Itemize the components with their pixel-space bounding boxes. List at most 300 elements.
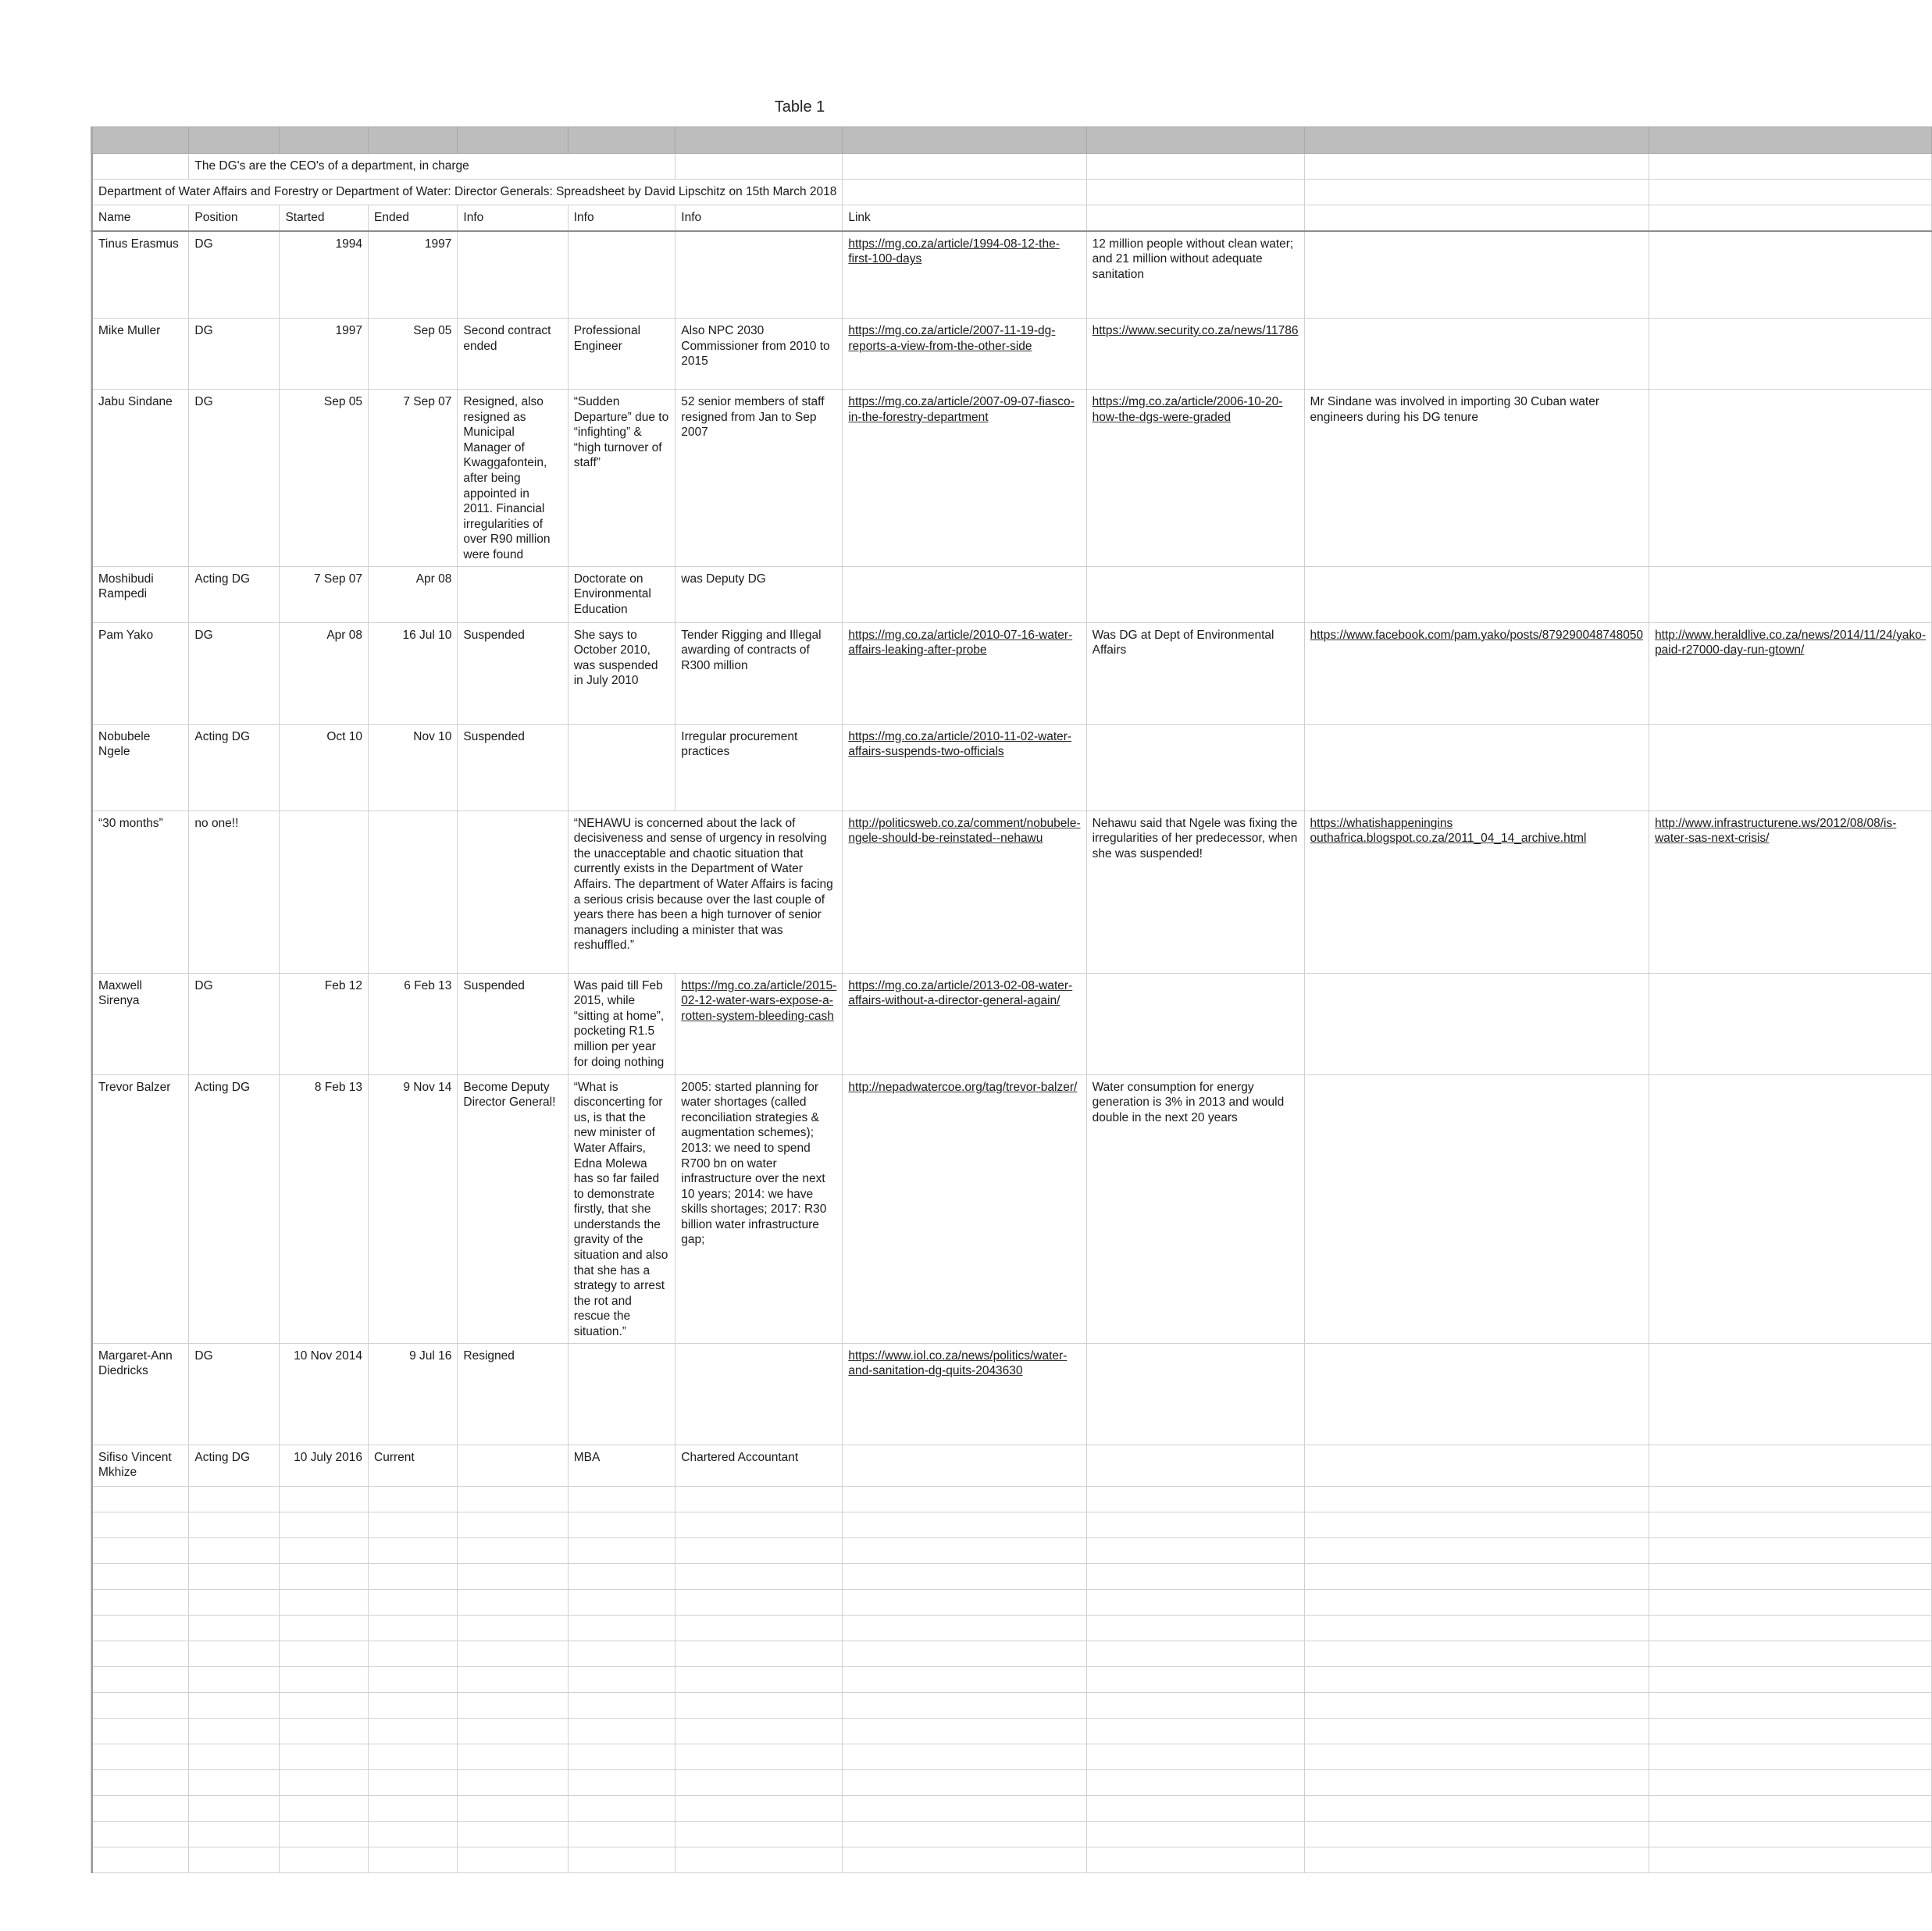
cell[interactable] [675, 1486, 843, 1512]
cell[interactable] [568, 1821, 675, 1847]
info-cell[interactable]: Suspended [458, 724, 568, 811]
cell[interactable] [189, 1847, 280, 1872]
cell[interactable] [1649, 180, 1932, 205]
cell[interactable] [843, 1615, 1086, 1641]
cell[interactable] [92, 1615, 189, 1641]
ended-cell[interactable]: 9 Jul 16 [369, 1343, 458, 1445]
extra-cell[interactable] [1304, 1445, 1649, 1486]
cell[interactable] [458, 1486, 568, 1512]
column-header[interactable] [92, 127, 189, 154]
cell[interactable] [280, 1821, 369, 1847]
info-cell[interactable]: Irregular procurement practices [675, 724, 843, 811]
extra-cell[interactable]: Water consumption for energy generation is 3% in 2013 and would double in the next 20 years [1086, 1074, 1304, 1343]
cell[interactable] [568, 1589, 675, 1615]
column-header[interactable] [568, 127, 675, 154]
cell[interactable] [843, 1769, 1086, 1795]
cell[interactable] [1086, 180, 1304, 205]
position-cell[interactable]: DG [189, 622, 280, 724]
ended-cell[interactable]: 7 Sep 07 [369, 390, 458, 567]
cell[interactable] [458, 1847, 568, 1872]
started-cell[interactable]: Sep 05 [280, 390, 369, 567]
cell[interactable] [568, 1512, 675, 1537]
position-cell[interactable]: no one!! [189, 811, 280, 973]
info-cell[interactable]: Chartered Accountant [675, 1445, 843, 1486]
cell[interactable] [1304, 1641, 1649, 1666]
cell[interactable] [280, 1666, 369, 1692]
cell[interactable] [1086, 1744, 1304, 1769]
cell[interactable] [92, 1512, 189, 1537]
extra-cell[interactable] [1304, 973, 1649, 1074]
info-link-cell[interactable]: https://mg.co.za/article/2015-02-12-water-wars-expose-a-rotten-system-bleeding-cash [675, 973, 843, 1074]
cell[interactable] [280, 1692, 369, 1718]
position-cell[interactable]: DG [189, 390, 280, 567]
position-cell[interactable]: DG [189, 231, 280, 319]
cell[interactable] [568, 1641, 675, 1666]
cell[interactable] [458, 1795, 568, 1821]
cell[interactable] [1304, 1847, 1649, 1872]
info-cell[interactable]: Professional Engineer [568, 319, 675, 390]
cell[interactable] [1304, 1821, 1649, 1847]
cell[interactable] [189, 1692, 280, 1718]
extra-link-cell[interactable]: http://www.infrastructurene.ws/2012/08/08/is-water-sas-next-crisis/ [1649, 811, 1932, 973]
cell[interactable] [1304, 1744, 1649, 1769]
name-cell[interactable]: Maxwell Sirenya [92, 973, 189, 1074]
info-cell[interactable] [568, 231, 675, 319]
cell[interactable] [92, 1769, 189, 1795]
cell[interactable] [1086, 1795, 1304, 1821]
cell[interactable] [92, 1847, 189, 1872]
info-cell[interactable] [458, 811, 568, 973]
extra-cell[interactable] [1086, 566, 1304, 622]
info-cell[interactable]: Suspended [458, 973, 568, 1074]
cell[interactable] [843, 1486, 1086, 1512]
cell[interactable] [280, 1615, 369, 1641]
name-cell[interactable]: Margaret-Ann Diedricks [92, 1343, 189, 1445]
cell[interactable] [568, 1486, 675, 1512]
ended-cell[interactable]: 6 Feb 13 [369, 973, 458, 1074]
cell[interactable] [189, 1537, 280, 1563]
link-cell[interactable] [843, 566, 1086, 622]
cell[interactable] [189, 1589, 280, 1615]
cell[interactable] [843, 154, 1086, 180]
info-cell[interactable] [458, 566, 568, 622]
column-header[interactable] [369, 127, 458, 154]
cell[interactable] [280, 1589, 369, 1615]
info-cell[interactable]: Doctorate on Environmental Education [568, 566, 675, 622]
column-header[interactable] [675, 127, 843, 154]
cell[interactable] [92, 1692, 189, 1718]
cell[interactable] [568, 1718, 675, 1744]
cell[interactable] [369, 1666, 458, 1692]
started-cell[interactable]: 7 Sep 07 [280, 566, 369, 622]
cell[interactable] [1304, 1563, 1649, 1589]
cell[interactable] [1086, 154, 1304, 180]
header-name[interactable]: Name [92, 205, 189, 231]
header-info[interactable]: Info [675, 205, 843, 231]
cell[interactable] [843, 1847, 1086, 1872]
extra-cell[interactable]: 12 million people without clean water; and 21 million without adequate sanitation [1086, 231, 1304, 319]
cell[interactable] [92, 1589, 189, 1615]
extra-cell[interactable]: Mr Sindane was involved in importing 30 Cuban water engineers during his DG tenure [1304, 390, 1649, 567]
cell[interactable] [92, 1563, 189, 1589]
cell[interactable] [843, 1563, 1086, 1589]
cell[interactable] [1086, 1847, 1304, 1872]
started-cell[interactable]: Feb 12 [280, 973, 369, 1074]
info-cell[interactable]: Tender Rigging and Illegal awarding of contracts of R300 million [675, 622, 843, 724]
info-cell[interactable] [568, 1343, 675, 1445]
cell[interactable] [1086, 1692, 1304, 1718]
cell[interactable] [280, 1847, 369, 1872]
cell[interactable] [843, 1641, 1086, 1666]
cell[interactable] [92, 154, 189, 180]
cell[interactable] [369, 1821, 458, 1847]
extra-link-cell[interactable]: https://www.security.co.za/news/11786 [1086, 319, 1304, 390]
note-cell[interactable]: The DG's are the CEO's of a department, in charge [189, 154, 675, 180]
column-header[interactable] [189, 127, 280, 154]
cell[interactable] [1649, 1512, 1932, 1537]
started-cell[interactable]: 10 July 2016 [280, 1445, 369, 1486]
cell[interactable] [458, 1563, 568, 1589]
cell[interactable] [1304, 180, 1649, 205]
info-cell[interactable]: “Sudden Departure” due to “infighting” & “high turnover of staff” [568, 390, 675, 567]
info-cell[interactable]: Also NPC 2030 Commissioner from 2010 to 2015 [675, 319, 843, 390]
extra-link-cell[interactable]: https://www.facebook.com/pam.yako/posts/879290048748050 [1304, 622, 1649, 724]
cell[interactable] [568, 1666, 675, 1692]
cell[interactable] [1304, 1512, 1649, 1537]
extra-cell[interactable] [1649, 973, 1932, 1074]
cell[interactable] [675, 1666, 843, 1692]
cell[interactable] [1086, 1666, 1304, 1692]
info-cell[interactable]: Was paid till Feb 2015, while “sitting at home”, pocketing R1.5 million per year for doing nothing [568, 973, 675, 1074]
cell[interactable] [1649, 1666, 1932, 1692]
cell[interactable] [369, 1744, 458, 1769]
cell[interactable] [1086, 1641, 1304, 1666]
header-extra[interactable] [1086, 205, 1304, 231]
cell[interactable] [675, 1563, 843, 1589]
description-cell[interactable]: Department of Water Affairs and Forestry or Department of Water: Director Generals: Spreadsheet by David Lipschitz on 15th March 2018 [92, 180, 843, 205]
cell[interactable] [1086, 1589, 1304, 1615]
info-cell[interactable] [568, 724, 675, 811]
extra-cell[interactable] [1304, 1343, 1649, 1445]
cell[interactable] [458, 1718, 568, 1744]
cell[interactable] [1649, 1795, 1932, 1821]
ended-cell[interactable]: Apr 08 [369, 566, 458, 622]
info-cell[interactable]: 52 senior members of staff resigned from Jan to Sep 2007 [675, 390, 843, 567]
name-cell[interactable]: Mike Muller [92, 319, 189, 390]
cell[interactable] [458, 1589, 568, 1615]
extra-cell[interactable] [1304, 319, 1649, 390]
header-started[interactable]: Started [280, 205, 369, 231]
cell[interactable] [92, 1486, 189, 1512]
cell[interactable] [92, 1718, 189, 1744]
cell[interactable] [92, 1821, 189, 1847]
extra-cell[interactable] [1649, 566, 1932, 622]
cell[interactable] [369, 1795, 458, 1821]
cell[interactable] [1086, 1821, 1304, 1847]
cell[interactable] [1086, 1718, 1304, 1744]
link-cell[interactable]: https://mg.co.za/article/1994-08-12-the-first-100-days [843, 231, 1086, 319]
cell[interactable] [189, 1769, 280, 1795]
extra-cell[interactable] [1649, 390, 1932, 567]
header-info[interactable]: Info [568, 205, 675, 231]
cell[interactable] [189, 1744, 280, 1769]
cell[interactable] [1086, 1512, 1304, 1537]
column-header[interactable] [458, 127, 568, 154]
cell[interactable] [675, 1795, 843, 1821]
cell[interactable] [1649, 1615, 1932, 1641]
cell[interactable] [189, 1563, 280, 1589]
cell[interactable] [369, 1641, 458, 1666]
name-cell[interactable]: “30 months” [92, 811, 189, 973]
info-cell[interactable] [675, 231, 843, 319]
cell[interactable] [458, 1769, 568, 1795]
link-cell[interactable]: https://mg.co.za/article/2010-11-02-water-affairs-suspends-two-officials [843, 724, 1086, 811]
cell[interactable] [280, 1795, 369, 1821]
cell[interactable] [189, 1795, 280, 1821]
cell[interactable] [1649, 1563, 1932, 1589]
cell[interactable] [1304, 1537, 1649, 1563]
cell[interactable] [843, 1718, 1086, 1744]
ended-cell[interactable]: Nov 10 [369, 724, 458, 811]
cell[interactable] [568, 1847, 675, 1872]
cell[interactable] [1649, 1486, 1932, 1512]
cell[interactable] [1086, 1563, 1304, 1589]
cell[interactable] [369, 1563, 458, 1589]
extra-cell[interactable] [1304, 1074, 1649, 1343]
extra-cell[interactable] [1086, 724, 1304, 811]
info-cell[interactable]: Suspended [458, 622, 568, 724]
cell[interactable] [568, 1744, 675, 1769]
info-cell[interactable]: MBA [568, 1445, 675, 1486]
cell[interactable] [843, 180, 1086, 205]
cell[interactable] [675, 1744, 843, 1769]
cell[interactable] [1649, 1641, 1932, 1666]
cell[interactable] [568, 1795, 675, 1821]
cell[interactable] [1086, 1615, 1304, 1641]
cell[interactable] [843, 1666, 1086, 1692]
cell[interactable] [1649, 1821, 1932, 1847]
cell[interactable] [458, 1692, 568, 1718]
cell[interactable] [1649, 1744, 1932, 1769]
link-cell[interactable]: https://mg.co.za/article/2013-02-08-water-affairs-without-a-director-general-again/ [843, 973, 1086, 1074]
info-cell[interactable] [458, 231, 568, 319]
cell[interactable] [675, 154, 843, 180]
started-cell[interactable]: 1994 [280, 231, 369, 319]
cell[interactable] [1086, 1537, 1304, 1563]
name-cell[interactable]: Nobubele Ngele [92, 724, 189, 811]
extra-cell[interactable] [1649, 1343, 1932, 1445]
cell[interactable] [1304, 1692, 1649, 1718]
cell[interactable] [280, 1641, 369, 1666]
position-cell[interactable]: Acting DG [189, 724, 280, 811]
cell[interactable] [280, 1563, 369, 1589]
cell[interactable] [1649, 1847, 1932, 1872]
cell[interactable] [1304, 1795, 1649, 1821]
cell[interactable] [675, 1847, 843, 1872]
cell[interactable] [92, 1795, 189, 1821]
cell[interactable] [843, 1821, 1086, 1847]
cell[interactable] [675, 1512, 843, 1537]
link-cell[interactable]: https://www.iol.co.za/news/politics/water-and-sanitation-dg-quits-2043630 [843, 1343, 1086, 1445]
cell[interactable] [675, 1718, 843, 1744]
position-cell[interactable]: Acting DG [189, 1445, 280, 1486]
cell[interactable] [1304, 1769, 1649, 1795]
column-header[interactable] [1304, 127, 1649, 154]
name-cell[interactable]: Jabu Sindane [92, 390, 189, 567]
cell[interactable] [1304, 154, 1649, 180]
link-cell[interactable]: https://mg.co.za/article/2007-09-07-fiasco-in-the-forestry-department [843, 390, 1086, 567]
cell[interactable] [369, 1847, 458, 1872]
header-position[interactable]: Position [189, 205, 280, 231]
cell[interactable] [280, 1718, 369, 1744]
header-info[interactable]: Info [458, 205, 568, 231]
cell[interactable] [280, 1512, 369, 1537]
info-cell[interactable]: Resigned, also resigned as Municipal Manager of Kwaggafontein, after being appointed in 2011. Financial irregularities of over R90 million were found [458, 390, 568, 567]
position-cell[interactable]: Acting DG [189, 1074, 280, 1343]
info-cell[interactable]: Second contract ended [458, 319, 568, 390]
extra-cell[interactable] [1649, 724, 1932, 811]
cell[interactable] [189, 1512, 280, 1537]
cell[interactable] [843, 1589, 1086, 1615]
cell[interactable] [568, 1563, 675, 1589]
extra-link-cell[interactable]: https://whatishappeningins outhafrica.blogspot.co.za/2011_04_14_archive.html [1304, 811, 1649, 973]
ended-cell[interactable]: 16 Jul 10 [369, 622, 458, 724]
cell[interactable] [369, 1512, 458, 1537]
cell[interactable] [458, 1821, 568, 1847]
cell[interactable] [1649, 1718, 1932, 1744]
cell[interactable] [189, 1718, 280, 1744]
header-ended[interactable]: Ended [369, 205, 458, 231]
started-cell[interactable]: Apr 08 [280, 622, 369, 724]
cell[interactable] [369, 1692, 458, 1718]
ended-cell[interactable]: Sep 05 [369, 319, 458, 390]
cell[interactable] [843, 1744, 1086, 1769]
column-header[interactable] [1086, 127, 1304, 154]
extra-cell[interactable] [1649, 1074, 1932, 1343]
cell[interactable] [280, 1537, 369, 1563]
cell[interactable] [675, 1692, 843, 1718]
cell[interactable] [1086, 1486, 1304, 1512]
link-cell[interactable]: https://mg.co.za/article/2010-07-16-water-affairs-leaking-after-probe [843, 622, 1086, 724]
started-cell[interactable]: 1997 [280, 319, 369, 390]
cell[interactable] [675, 1769, 843, 1795]
extra-cell[interactable] [1086, 1445, 1304, 1486]
cell[interactable] [280, 1486, 369, 1512]
position-cell[interactable]: DG [189, 973, 280, 1074]
cell[interactable] [843, 1537, 1086, 1563]
extra-cell[interactable] [1649, 319, 1932, 390]
cell[interactable] [843, 1692, 1086, 1718]
position-cell[interactable]: DG [189, 319, 280, 390]
cell[interactable] [189, 1615, 280, 1641]
ended-cell[interactable]: 9 Nov 14 [369, 1074, 458, 1343]
extra-cell[interactable] [1304, 724, 1649, 811]
info-cell[interactable]: Resigned [458, 1343, 568, 1445]
cell[interactable] [189, 1486, 280, 1512]
cell[interactable] [92, 1537, 189, 1563]
cell[interactable] [458, 1744, 568, 1769]
info-cell[interactable]: She says to October 2010, was suspended in July 2010 [568, 622, 675, 724]
ended-cell[interactable] [369, 811, 458, 973]
ended-cell[interactable]: Current [369, 1445, 458, 1486]
extra-cell[interactable]: Was DG at Dept of Environmental Affairs [1086, 622, 1304, 724]
cell[interactable] [458, 1666, 568, 1692]
name-cell[interactable]: Trevor Balzer [92, 1074, 189, 1343]
cell[interactable] [189, 1821, 280, 1847]
extra-cell[interactable] [1649, 1445, 1932, 1486]
column-header[interactable] [280, 127, 369, 154]
cell[interactable] [1304, 1486, 1649, 1512]
link-cell[interactable] [843, 1445, 1086, 1486]
info-cell[interactable]: “What is disconcerting for us, is that the new minister of Water Affairs, Edna Molewa has so far failed to demonstrate firstly, that she understands the gravity of the situation and also that she has a strategy to arrest the rot and rescue the situation.” [568, 1074, 675, 1343]
extra-cell[interactable]: Nehawu said that Ngele was fixing the irregularities of her predecessor, when she was suspended! [1086, 811, 1304, 973]
cell[interactable] [843, 1795, 1086, 1821]
cell[interactable] [568, 1692, 675, 1718]
cell[interactable] [675, 1589, 843, 1615]
cell[interactable] [1304, 1615, 1649, 1641]
started-cell[interactable] [280, 811, 369, 973]
link-cell[interactable]: https://mg.co.za/article/2007-11-19-dg-reports-a-view-from-the-other-side [843, 319, 1086, 390]
column-header[interactable] [1649, 127, 1932, 154]
info-cell[interactable]: Become Deputy Director General! [458, 1074, 568, 1343]
cell[interactable] [1304, 1666, 1649, 1692]
cell[interactable] [369, 1718, 458, 1744]
cell[interactable] [1086, 1769, 1304, 1795]
started-cell[interactable]: 10 Nov 2014 [280, 1343, 369, 1445]
cell[interactable] [189, 1666, 280, 1692]
header-link[interactable]: Link [843, 205, 1086, 231]
info-cell[interactable] [675, 1343, 843, 1445]
extra-link-cell[interactable]: https://mg.co.za/article/2006-10-20-how-the-dgs-were-graded [1086, 390, 1304, 567]
cell[interactable] [568, 1615, 675, 1641]
cell[interactable] [1304, 1589, 1649, 1615]
column-header[interactable] [843, 127, 1086, 154]
cell[interactable] [458, 1512, 568, 1537]
extra-cell[interactable] [1086, 1343, 1304, 1445]
extra-cell[interactable] [1304, 231, 1649, 319]
name-cell[interactable]: Moshibudi Rampedi [92, 566, 189, 622]
cell[interactable] [369, 1615, 458, 1641]
cell[interactable] [568, 1769, 675, 1795]
link-cell[interactable]: http://nepadwatercoe.org/tag/trevor-balzer/ [843, 1074, 1086, 1343]
position-cell[interactable]: Acting DG [189, 566, 280, 622]
header-extra[interactable] [1304, 205, 1649, 231]
info-cell[interactable]: was Deputy DG [675, 566, 843, 622]
info-cell[interactable] [458, 1445, 568, 1486]
cell[interactable] [675, 1641, 843, 1666]
name-cell[interactable]: Tinus Erasmus [92, 231, 189, 319]
cell[interactable] [1649, 1692, 1932, 1718]
cell[interactable] [675, 1821, 843, 1847]
cell[interactable] [458, 1641, 568, 1666]
cell[interactable] [369, 1769, 458, 1795]
cell[interactable] [1649, 1537, 1932, 1563]
extra-cell[interactable] [1086, 973, 1304, 1074]
cell[interactable] [92, 1641, 189, 1666]
extra-cell[interactable] [1649, 231, 1932, 319]
cell[interactable] [843, 1512, 1086, 1537]
cell[interactable] [92, 1744, 189, 1769]
name-cell[interactable]: Sifiso Vincent Mkhize [92, 1445, 189, 1486]
started-cell[interactable]: Oct 10 [280, 724, 369, 811]
quote-cell[interactable]: “NEHAWU is concerned about the lack of decisiveness and sense of urgency in resolving the unacceptable and chaotic situation that currently exists in the Department of Water Affairs. The department of Water Affairs is facing a serious crisis because over the last couple of years there has been a high turnover of senior managers including a minister that was reshuffled.” [568, 811, 843, 973]
cell[interactable] [189, 1641, 280, 1666]
cell[interactable] [568, 1537, 675, 1563]
cell[interactable] [1649, 154, 1932, 180]
cell[interactable] [1304, 1718, 1649, 1744]
position-cell[interactable]: DG [189, 1343, 280, 1445]
cell[interactable] [1649, 1769, 1932, 1795]
